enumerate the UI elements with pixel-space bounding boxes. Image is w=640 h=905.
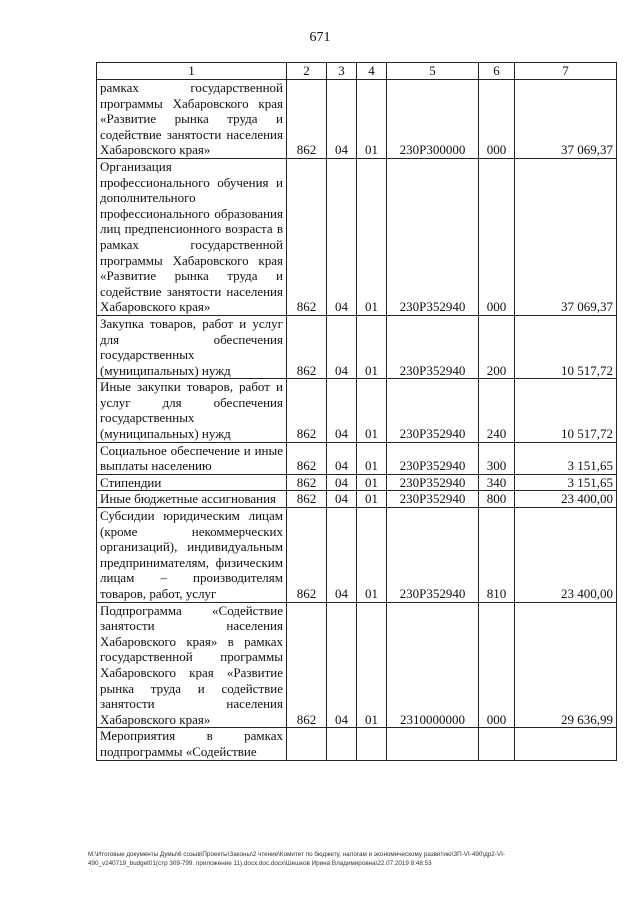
table-row — [97, 315, 617, 378]
row-description: Иные бюджетные ассигнования — [97, 491, 287, 508]
row-expense-type — [479, 728, 515, 760]
page-number: 671 — [309, 30, 331, 45]
column-header: 6 — [479, 63, 515, 80]
row-description: Подпрограмма «Содействие занятости населения Хабаровского края» в рамках государственной программы Хабаровского края «Развитие рынка труда и содействие занятости населения Хабаровского края» — [97, 602, 287, 728]
budget-table — [96, 62, 617, 761]
row-target-article: 2310000000 — [387, 602, 479, 728]
row-subsection-code: 01 — [357, 474, 387, 491]
row-target-article: 230P352940 — [387, 474, 479, 491]
row-description: Закупка товаров, работ и услуг для обеспечения государственных (муниципальных) нужд — [97, 315, 287, 378]
table-row — [97, 158, 617, 315]
row-amount: 10 517,72 — [515, 379, 617, 442]
column-header: 4 — [357, 63, 387, 80]
footer-line: 490_v240719_budget01(стр 309-799. приложение 11).docx.doc.docx\Шешков Ирина Владимировна\22.07.2019 8:48:53 — [88, 859, 432, 867]
row-expense-type: 800 — [479, 491, 515, 508]
row-subsection-code: 01 — [357, 508, 387, 603]
row-ministry-code: 862 — [287, 442, 327, 474]
file-path-footer — [88, 851, 628, 868]
table-row — [97, 474, 617, 491]
row-expense-type: 810 — [479, 508, 515, 603]
row-section-code: 04 — [327, 491, 357, 508]
row-target-article: 230P352940 — [387, 491, 479, 508]
row-target-article: 230P352940 — [387, 442, 479, 474]
row-expense-type: 340 — [479, 474, 515, 491]
row-target-article: 230P352940 — [387, 315, 479, 378]
row-expense-type: 000 — [479, 80, 515, 159]
row-section-code: 04 — [327, 602, 357, 728]
column-header: 7 — [515, 63, 617, 80]
row-ministry-code: 862 — [287, 474, 327, 491]
table-row — [97, 508, 617, 603]
row-ministry-code: 862 — [287, 379, 327, 442]
row-expense-type: 000 — [479, 158, 515, 315]
row-amount: 23 400,00 — [515, 508, 617, 603]
row-target-article: 230P352940 — [387, 379, 479, 442]
row-section-code: 04 — [327, 315, 357, 378]
row-target-article: 230P300000 — [387, 80, 479, 159]
row-subsection-code: 01 — [357, 158, 387, 315]
row-description: Мероприятия в рамках подпрограммы «Содействие — [97, 728, 287, 760]
row-subsection-code: 01 — [357, 315, 387, 378]
table-row — [97, 602, 617, 728]
header-row — [97, 63, 617, 80]
row-description: Субсидии юридическим лицам (кроме некоммерческих организаций), индивидуальным предпринимателям, физическим лицам – производителям товаров, работ, услуг — [97, 508, 287, 603]
row-target-article: 230P352940 — [387, 158, 479, 315]
row-amount: 3 151,65 — [515, 442, 617, 474]
row-subsection-code: 01 — [357, 442, 387, 474]
row-amount: 29 636,99 — [515, 602, 617, 728]
row-section-code: 04 — [327, 158, 357, 315]
column-header: 5 — [387, 63, 479, 80]
row-amount: 10 517,72 — [515, 315, 617, 378]
column-header: 1 — [97, 63, 287, 80]
row-ministry-code: 862 — [287, 602, 327, 728]
row-target-article: 230P352940 — [387, 508, 479, 603]
row-amount: 3 151,65 — [515, 474, 617, 491]
table-row — [97, 491, 617, 508]
row-amount: 37 069,37 — [515, 80, 617, 159]
row-amount: 37 069,37 — [515, 158, 617, 315]
row-description: рамках государственной программы Хабаровского края «Развитие рынка труда и содействие занятости населения Хабаровского края» — [97, 80, 287, 159]
row-subsection-code: 01 — [357, 80, 387, 159]
row-description: Социальное обеспечение и иные выплаты населению — [97, 442, 287, 474]
row-amount: 23 400,00 — [515, 491, 617, 508]
row-description: Организация профессионального обучения и дополнительного профессионального образования лиц предпенсионного возраста в рамках государственной программы Хабаровского края «Развитие рынка труда и содействие занятости населения Хабаровского края» — [97, 158, 287, 315]
table-row — [97, 80, 617, 159]
row-description: Стипендии — [97, 474, 287, 491]
row-ministry-code: 862 — [287, 491, 327, 508]
row-ministry-code — [287, 728, 327, 760]
row-target-article — [387, 728, 479, 760]
row-section-code — [327, 728, 357, 760]
row-expense-type: 300 — [479, 442, 515, 474]
row-section-code: 04 — [327, 379, 357, 442]
row-expense-type: 200 — [479, 315, 515, 378]
row-section-code: 04 — [327, 80, 357, 159]
row-subsection-code: 01 — [357, 602, 387, 728]
column-header: 3 — [327, 63, 357, 80]
row-subsection-code — [357, 728, 387, 760]
table-row — [97, 442, 617, 474]
row-section-code: 04 — [327, 508, 357, 603]
row-expense-type: 000 — [479, 602, 515, 728]
table-row — [97, 379, 617, 442]
row-ministry-code: 862 — [287, 315, 327, 378]
row-ministry-code: 862 — [287, 80, 327, 159]
row-subsection-code: 01 — [357, 379, 387, 442]
row-subsection-code: 01 — [357, 491, 387, 508]
footer-line: M:\Итоговые документы Думы\6 созыв\Проекты\Законы\2 чтение\Комитет по бюджету, налогам и экономическому развитию\ЗП-VI-490\др2-VI- — [88, 851, 505, 858]
row-section-code: 04 — [327, 442, 357, 474]
row-expense-type: 240 — [479, 379, 515, 442]
row-section-code: 04 — [327, 474, 357, 491]
row-ministry-code: 862 — [287, 508, 327, 603]
row-ministry-code: 862 — [287, 158, 327, 315]
table-row — [97, 728, 617, 760]
row-description: Иные закупки товаров, работ и услуг для обеспечения государственных (муниципальных) нужд — [97, 379, 287, 442]
column-header: 2 — [287, 63, 327, 80]
row-amount — [515, 728, 617, 760]
